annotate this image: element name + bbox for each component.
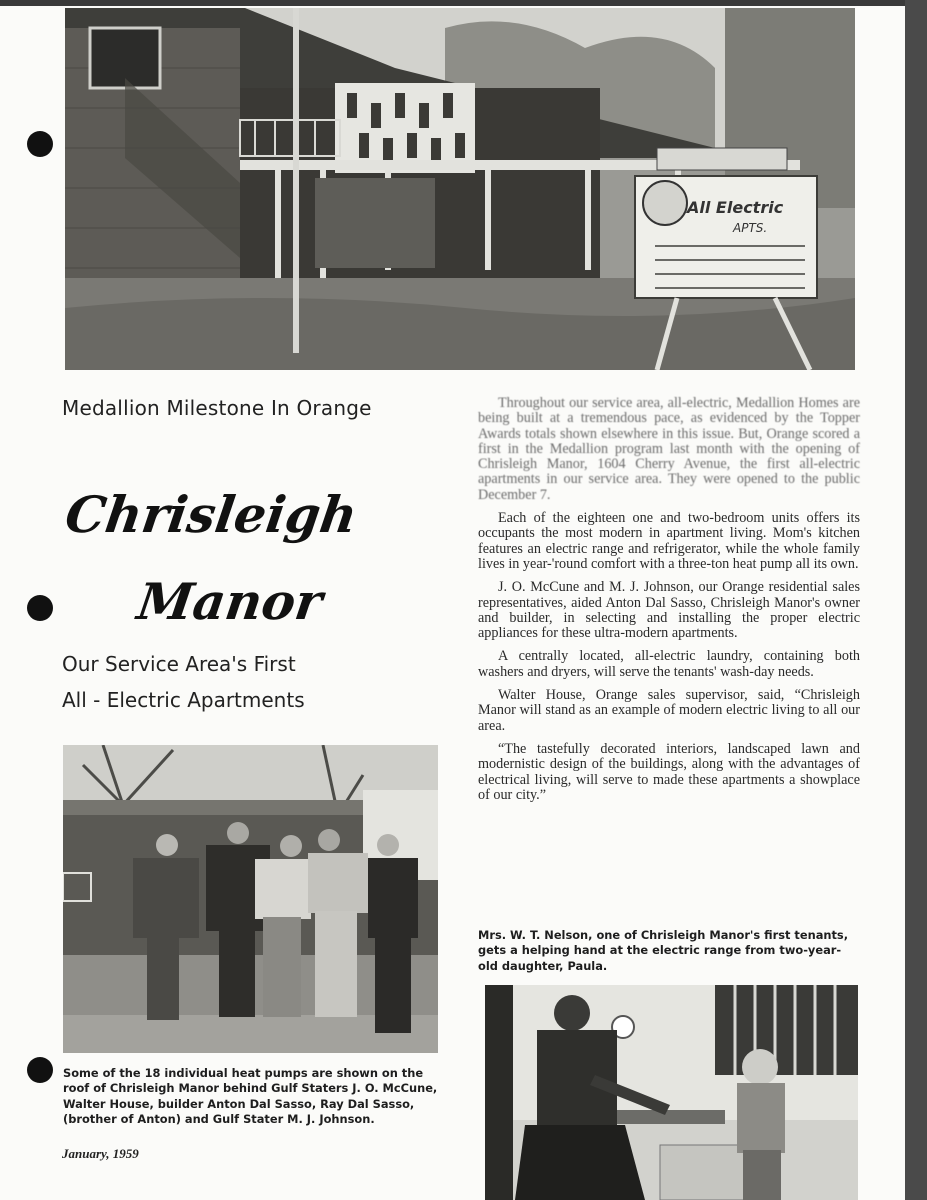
issue-date: January, 1959 <box>62 1146 139 1161</box>
article-body <box>478 396 860 811</box>
title-line-1: Chrisleigh <box>61 485 361 544</box>
binder-hole-top <box>27 131 53 157</box>
apartment-exterior-photo <box>65 8 855 370</box>
group-photo <box>63 745 438 1053</box>
kitchen-photo <box>485 985 858 1200</box>
article-kicker: Medallion Milestone In Orange <box>62 396 372 420</box>
article-paragraph: Throughout our service area, all-electric, Medallion Homes are being built at a tremendous pace, as evidenced by the Topper Awards totals shown elsewhere in this issue. But, Orange scored a first in the Medallion program last month with the opening of Chrisleigh Manor, 1604 Cherry Avenue, the first all-electric apartments in our service area. They were opened to the public December 7. <box>478 395 860 503</box>
kitchen-photo-caption: Mrs. W. T. Nelson, one of Chrisleigh Manor's first tenants, gets a helping hand at the electric range from two-year-old daughter, Paula. <box>478 928 849 973</box>
article-paragraph: “The tastefully decorated interiors, landscaped lawn and modernistic design of the buildings, along with the advantages of electrical living, will serve to made these apartments a showplace of our city.” <box>478 740 860 803</box>
page-right-edge <box>905 0 927 1200</box>
subhead-line-2: All - Electric Apartments <box>62 688 305 712</box>
subhead-line-1: Our Service Area's First <box>62 652 296 676</box>
article-paragraph: A centrally located, all-electric laundry, containing both washers and dryers, will serve the tenants' wash-day needs. <box>478 648 860 680</box>
sign-headline: All Electric <box>687 198 784 217</box>
article-paragraph: Walter House, Orange sales supervisor, said, “Chrisleigh Manor will stand as an example of modern electric living to all our area. <box>478 687 860 734</box>
group-photo-caption: Some of the 18 individual heat pumps are shown on the roof of Chrisleigh Manor behind Gulf Staters J. O. McCune, Walter House, builder Anton Dal Sasso, Ray Dal Sasso, (brother of Anton) and Gulf Stater M. J. Johnson. <box>63 1066 438 1126</box>
sign-subline: APTS. <box>733 221 768 235</box>
article-paragraph: J. O. McCune and M. J. Johnson, our Orange residential sales representatives, aided Anton Dal Sasso, Chrisleigh Manor's owner and builder, in selecting and installing the proper electric appliances for these ultra-modern apartments. <box>478 579 860 642</box>
article-paragraph: Each of the eighteen one and two-bedroom units offers its occupants the most modern in apartment living. Mom's kitchen features an electric range and refrigerator, while the whole family lives in year-'round comfort with a three-ton heat pump all its own. <box>478 510 860 572</box>
title-line-2: Manor <box>133 572 326 631</box>
page-top-edge <box>0 0 927 6</box>
binder-hole-middle <box>27 595 53 621</box>
binder-hole-bottom <box>27 1057 53 1083</box>
